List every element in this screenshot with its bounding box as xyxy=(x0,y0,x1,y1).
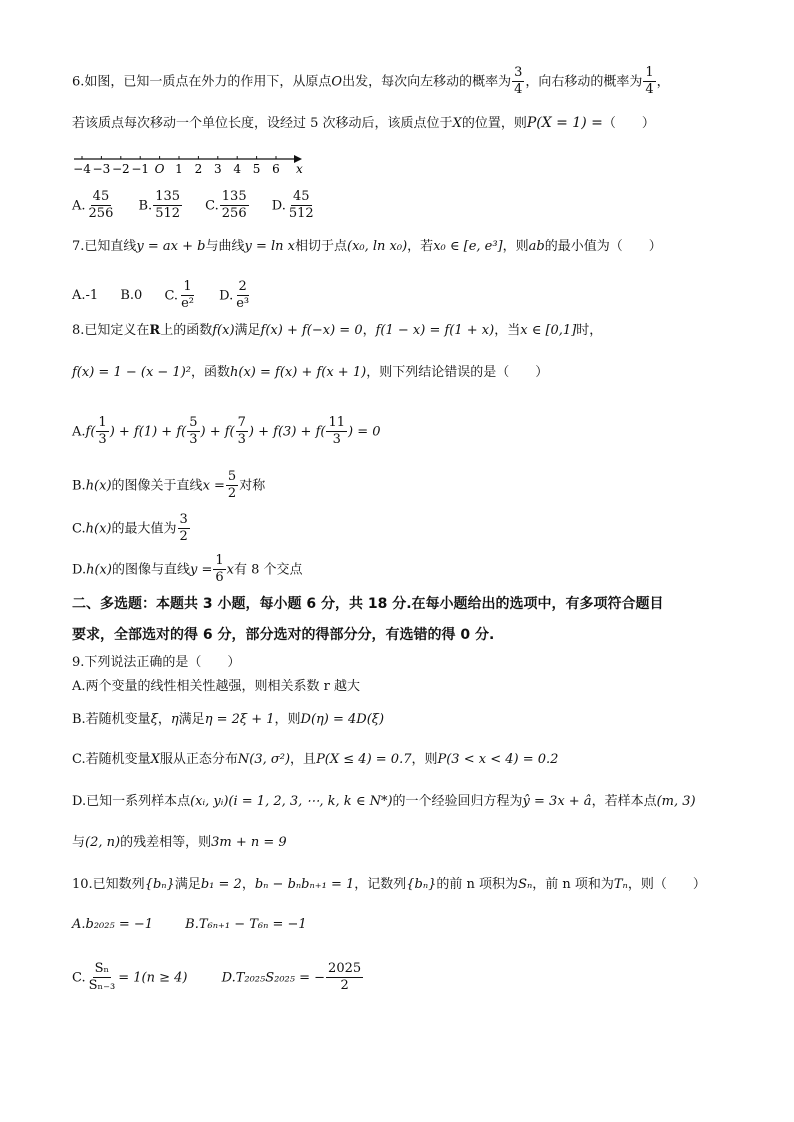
q8-text: 上的函数 xyxy=(160,323,213,338)
prob-right-fraction: $\frac{1}{4}$ xyxy=(645,65,654,98)
q6-paren: （ ） xyxy=(602,116,655,131)
q6-text: 出发，每次向左移动的概率为 xyxy=(342,74,512,90)
q9-option-a[interactable]: A.两个变量的线性相关性越强，则相关系数 r 越大 xyxy=(72,679,360,694)
q9-stem: 9.下列说法正确的是（ ） xyxy=(72,655,241,670)
q7-option-c[interactable]: C. $\frac{1}{\text{e²}}$ xyxy=(164,279,194,312)
q7-text: 相切于点 xyxy=(294,239,347,254)
q10-option-b[interactable]: B.T₆ₙ₊₁ − T₆ₙ = −1 xyxy=(185,917,307,932)
q8-text: 满足 xyxy=(234,323,261,338)
axis-tick-label: O xyxy=(154,162,165,176)
number-line-figure xyxy=(72,150,312,178)
section2-heading: 二、多选题：本题共 3 小题，每小题 6 分，共 18 分.在每小题给出的选项中，有多项符合题目 xyxy=(72,596,664,612)
q9-option-b[interactable]: B.若随机变量ξ，η满足η = 2ξ + 1，则D(η) = 4D(ξ) xyxy=(72,712,385,727)
q8-text: 8.已知定义在 xyxy=(72,323,150,338)
option-label: A. xyxy=(72,424,86,440)
q8-text: ，则下列结论错误的是（ ） xyxy=(366,365,549,380)
axis-tick-label: 5 xyxy=(252,162,261,176)
q9-option-d[interactable]: D.已知一系列样本点(xᵢ, yᵢ)(i = 1, 2, 3, ⋯, k, k ∈ N*)的一个经验回归方程为ŷ = 3x + â，若样本点(m, 3) xyxy=(72,794,696,809)
q10-option-a[interactable]: A.b₂₀₂₅ = −1 xyxy=(72,917,154,932)
q10-options-cd xyxy=(72,962,382,994)
q6-option-a[interactable]: A. $\frac{45}{256}$ xyxy=(72,189,114,222)
q8-hx-def: h(x) = f(x) + f(x + 1) xyxy=(230,365,367,380)
q10-options-ab xyxy=(72,918,325,931)
q8-option-b[interactable]: B.h(x)的图像关于直线x = $\frac{5}{2}$ 对称 xyxy=(72,469,266,502)
q8-domain: x ∈ [0,1] xyxy=(520,323,577,338)
origin-label: O xyxy=(331,74,343,90)
q10-option-d[interactable]: D.T₂₀₂₅S₂₀₂₅ = − $\frac{2025}{2}$ xyxy=(221,961,362,994)
q7-point: (x₀, ln x₀) xyxy=(347,239,408,254)
q8-option-c[interactable]: C.h(x)的最大值为 $\frac{3}{2}$ xyxy=(72,512,188,545)
q10-stem: 10.已知数列{bₙ}满足b₁ = 2，bₙ − bₙbₙ₊₁ = 1，记数列{bₙ}的前 n 项积为Sₙ，前 n 项和为Tₙ，则（ ） xyxy=(72,877,706,892)
q9-option-c[interactable]: C.若随机变量X服从正态分布N(3, σ²)，且P(X ≤ 4) = 0.7，则P(3 < x < 4) = 0.2 xyxy=(72,752,559,767)
q7-curve-eq: y = ln x xyxy=(244,239,295,254)
axis-tick-label: −4 xyxy=(73,162,91,176)
q6-option-b[interactable]: B. $\frac{135}{512}$ xyxy=(138,189,181,222)
q8-stem-line2 xyxy=(72,366,548,379)
axis-tick-label: −1 xyxy=(131,162,150,176)
q8-odd-eq: f(x) + f(−x) = 0 xyxy=(260,323,363,338)
q6-line2 xyxy=(72,116,655,130)
axis-tick-label: x xyxy=(296,162,303,176)
section2-heading-cont: 要求，全部选对的得 6 分，部分选对的得部分分，有选错的得 0 分. xyxy=(72,627,495,643)
q7-option-b[interactable]: B.0 xyxy=(120,288,143,304)
axis-tick-label: −2 xyxy=(111,162,130,176)
q9-option-d-cont: 与(2, n)的残差相等，则3m + n = 9 xyxy=(72,835,287,850)
q8-text: ，函数 xyxy=(191,365,231,380)
q6-options xyxy=(72,190,335,222)
axis-tick-labels xyxy=(73,162,303,176)
q6-text: 的位置，则 xyxy=(461,116,527,131)
q6-text: ，向右移动的概率为 xyxy=(525,74,643,90)
q7-range: x₀ ∈ [e, e³] xyxy=(433,239,503,254)
q7-text: 与曲线 xyxy=(205,239,245,254)
q6-var: X xyxy=(452,116,462,131)
q8-option-d[interactable]: D.h(x)的图像与直线y = $\frac{1}{6}$ x有 8 个交点 xyxy=(72,553,303,586)
q7-stem xyxy=(72,240,662,253)
q7-text: 7.已知直线 xyxy=(72,239,137,254)
q7-line-eq: y = ax + b xyxy=(136,239,206,254)
q6-option-d[interactable]: D. $\frac{45}{512}$ xyxy=(271,189,314,222)
q7-ab: ab xyxy=(528,239,545,254)
q6-line1 xyxy=(72,66,670,98)
axis-tick-label: 4 xyxy=(233,162,242,176)
prob-left-fraction: $\frac{3}{4}$ xyxy=(514,65,523,98)
q7-text: ，则 xyxy=(502,239,529,254)
axis-tick-label: 3 xyxy=(213,162,222,176)
axis-tick-label: −3 xyxy=(92,162,111,176)
q8-sym-eq: f(1 − x) = f(1 + x) xyxy=(375,323,495,338)
axis-tick-label: 6 xyxy=(272,162,280,176)
q7-text: 的最小值为（ ） xyxy=(544,239,662,254)
q7-option-a[interactable]: A.-1 xyxy=(72,288,99,304)
q6-option-c[interactable]: C. $\frac{135}{256}$ xyxy=(205,189,247,222)
q8-fx: f(x) xyxy=(212,323,235,338)
axis-tick-label: 2 xyxy=(194,162,203,176)
q8-option-a[interactable]: A.f( $\frac{1}{3}$ ) + f(1) + f( $\frac{5}{3}$ ) + f( $\frac{7}{3}$ ) + f(3) + f( $\frac{11}{3}$ ) = 0 xyxy=(72,415,381,448)
q6-text: ， xyxy=(656,74,670,90)
q8-def: f(x) = 1 − (x − 1)² xyxy=(72,365,191,380)
q8-stem-line1 xyxy=(72,324,602,337)
q6-text: 6.如图，已知一质点在外力的作用下，从原点 xyxy=(72,74,332,90)
q8-text: ，当 xyxy=(494,323,521,338)
q6-text: 若该质点每次移动一个单位长度，设经过 5 次移动后，该质点位于 xyxy=(72,116,453,131)
q8-text: 时， xyxy=(576,323,603,338)
q7-options xyxy=(72,280,270,312)
q8-real-set: R xyxy=(149,323,161,338)
q6-expr: P(X = 1) = xyxy=(526,115,603,131)
q7-option-d[interactable]: D. $\frac{2}{\text{e³}}$ xyxy=(219,279,250,312)
q8-text: ， xyxy=(362,323,376,338)
axis-tick-label: 1 xyxy=(175,162,183,176)
q10-option-c[interactable]: C. $\frac{\text{Sₙ}}{\text{Sₙ₋₃}}$ = 1(n ≥ 4) xyxy=(72,961,188,994)
q7-text: ，若 xyxy=(407,239,434,254)
